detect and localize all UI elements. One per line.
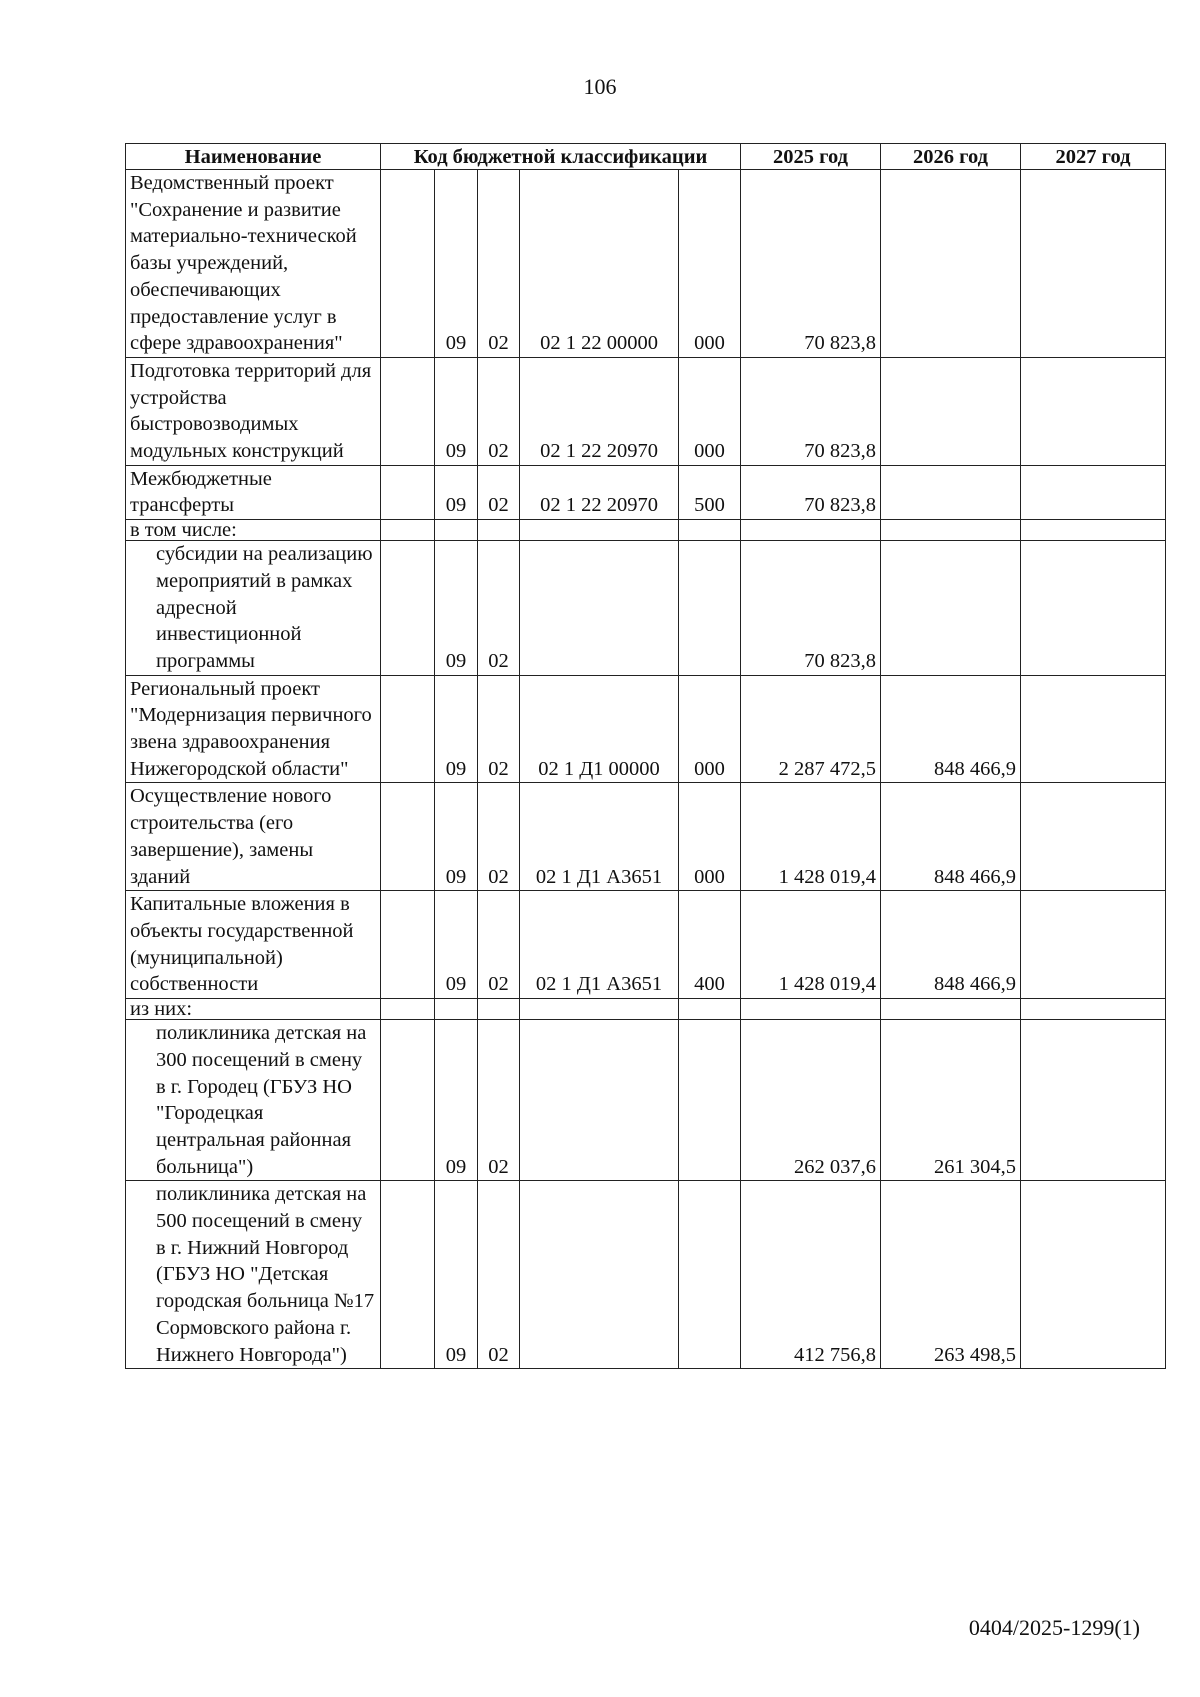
row-2025 [741, 999, 881, 1020]
table-row [126, 675, 1166, 783]
row-rz: 09 [435, 675, 478, 783]
row-pr: 02 [478, 1181, 520, 1369]
row-pr [478, 520, 520, 541]
table-row [126, 520, 1166, 541]
row-vr: 000 [679, 170, 741, 358]
row-vr [679, 999, 741, 1020]
row-rz: 09 [435, 357, 478, 465]
row-vr: 400 [679, 891, 741, 999]
row-vr: 000 [679, 357, 741, 465]
row-2025: 70 823,8 [741, 465, 881, 519]
row-vr [679, 541, 741, 676]
row-vr [679, 1181, 741, 1369]
row-pr: 02 [478, 783, 520, 891]
row-name: поликлиника детская на 300 посещений в смену в г. Городец (ГБУЗ НО "Городецкая центральная районная больница") [126, 1020, 381, 1181]
row-2027 [1021, 541, 1166, 676]
row-rz: 09 [435, 1181, 478, 1369]
row-empty-cell [381, 891, 435, 999]
row-pr: 02 [478, 170, 520, 358]
row-name: субсидии на реализацию мероприятий в рамках адресной инвестиционной программы [126, 541, 381, 676]
row-2026 [881, 541, 1021, 676]
row-empty-cell [381, 170, 435, 358]
row-2027 [1021, 891, 1166, 999]
budget-table [125, 143, 1166, 1369]
row-name: Осуществление нового строительства (его завершение), замены зданий [126, 783, 381, 891]
row-pr: 02 [478, 891, 520, 999]
row-2025: 2 287 472,5 [741, 675, 881, 783]
row-2026 [881, 465, 1021, 519]
row-pr: 02 [478, 357, 520, 465]
row-2027 [1021, 1181, 1166, 1369]
row-pr: 02 [478, 465, 520, 519]
row-vr: 000 [679, 675, 741, 783]
row-2026 [881, 357, 1021, 465]
row-pr [478, 999, 520, 1020]
row-csr [520, 999, 679, 1020]
row-2025: 70 823,8 [741, 357, 881, 465]
row-2027 [1021, 783, 1166, 891]
header-name: Наименование [126, 144, 381, 170]
row-2026 [881, 170, 1021, 358]
row-empty-cell [381, 1020, 435, 1181]
row-rz: 09 [435, 465, 478, 519]
row-2025: 412 756,8 [741, 1181, 881, 1369]
table-row [126, 1181, 1166, 1369]
document-registration-number: 0404/2025-1299(1) [968, 1615, 1140, 1640]
row-empty-cell [381, 357, 435, 465]
row-2026: 848 466,9 [881, 675, 1021, 783]
table-row [126, 891, 1166, 999]
row-csr: 02 1 22 20970 [520, 357, 679, 465]
header-2026: 2026 год [881, 144, 1021, 170]
table-row [126, 783, 1166, 891]
row-csr: 02 1 Д1 00000 [520, 675, 679, 783]
table-row [126, 357, 1166, 465]
row-rz [435, 999, 478, 1020]
row-csr [520, 1020, 679, 1181]
row-2026: 261 304,5 [881, 1020, 1021, 1181]
table-row [126, 465, 1166, 519]
row-empty-cell [381, 783, 435, 891]
row-rz: 09 [435, 1020, 478, 1181]
row-empty-cell [381, 520, 435, 541]
header-2027: 2027 год [1021, 144, 1166, 170]
table-row [126, 541, 1166, 676]
row-csr: 02 1 Д1 А3651 [520, 783, 679, 891]
row-2026: 848 466,9 [881, 783, 1021, 891]
row-2026: 848 466,9 [881, 891, 1021, 999]
row-empty-cell [381, 1181, 435, 1369]
table-row [126, 1020, 1166, 1181]
row-2025: 1 428 019,4 [741, 783, 881, 891]
row-empty-cell [381, 541, 435, 676]
row-csr: 02 1 Д1 А3651 [520, 891, 679, 999]
row-name: поликлиника детская на 500 посещений в смену в г. Нижний Новгород (ГБУЗ НО "Детская городская больница №17 Сормовского района г. Нижнего Новгорода") [126, 1181, 381, 1369]
row-vr: 500 [679, 465, 741, 519]
row-2025: 1 428 019,4 [741, 891, 881, 999]
row-vr [679, 520, 741, 541]
row-2027 [1021, 465, 1166, 519]
row-2025 [741, 520, 881, 541]
row-2025: 262 037,6 [741, 1020, 881, 1181]
row-rz: 09 [435, 541, 478, 676]
row-rz [435, 520, 478, 541]
table-row [126, 170, 1166, 358]
row-csr [520, 520, 679, 541]
header-2025: 2025 год [741, 144, 881, 170]
row-csr [520, 1181, 679, 1369]
row-csr [520, 541, 679, 676]
row-2027 [1021, 357, 1166, 465]
row-name: Подготовка территорий для устройства быстровозводимых модульных конструкций [126, 357, 381, 465]
row-csr: 02 1 22 20970 [520, 465, 679, 519]
row-empty-cell [381, 675, 435, 783]
row-pr: 02 [478, 1020, 520, 1181]
row-csr: 02 1 22 00000 [520, 170, 679, 358]
row-2025: 70 823,8 [741, 170, 881, 358]
row-2026 [881, 999, 1021, 1020]
row-2027 [1021, 1020, 1166, 1181]
row-2027 [1021, 520, 1166, 541]
row-name: Ведомственный проект "Сохранение и развитие материально-технической базы учреждений, обеспечивающих предоставление услуг в сфере здравоохранения" [126, 170, 381, 358]
row-2027 [1021, 999, 1166, 1020]
row-name: в том числе: [126, 520, 381, 541]
table-header-row [126, 144, 1166, 170]
row-2026: 263 498,5 [881, 1181, 1021, 1369]
row-empty-cell [381, 999, 435, 1020]
row-name: Капитальные вложения в объекты государственной (муниципальной) собственности [126, 891, 381, 999]
table-row [126, 999, 1166, 1020]
row-rz: 09 [435, 170, 478, 358]
row-name: Региональный проект "Модернизация первичного звена здравоохранения Нижегородской области" [126, 675, 381, 783]
header-code: Код бюджетной классификации [381, 144, 741, 170]
row-pr: 02 [478, 541, 520, 676]
row-rz: 09 [435, 891, 478, 999]
row-name: Межбюджетные трансферты [126, 465, 381, 519]
row-2027 [1021, 170, 1166, 358]
row-pr: 02 [478, 675, 520, 783]
row-2025: 70 823,8 [741, 541, 881, 676]
row-rz: 09 [435, 783, 478, 891]
page-number: 106 [583, 74, 617, 99]
row-2026 [881, 520, 1021, 541]
row-2027 [1021, 675, 1166, 783]
row-vr: 000 [679, 783, 741, 891]
row-name: из них: [126, 999, 381, 1020]
row-empty-cell [381, 465, 435, 519]
row-vr [679, 1020, 741, 1181]
